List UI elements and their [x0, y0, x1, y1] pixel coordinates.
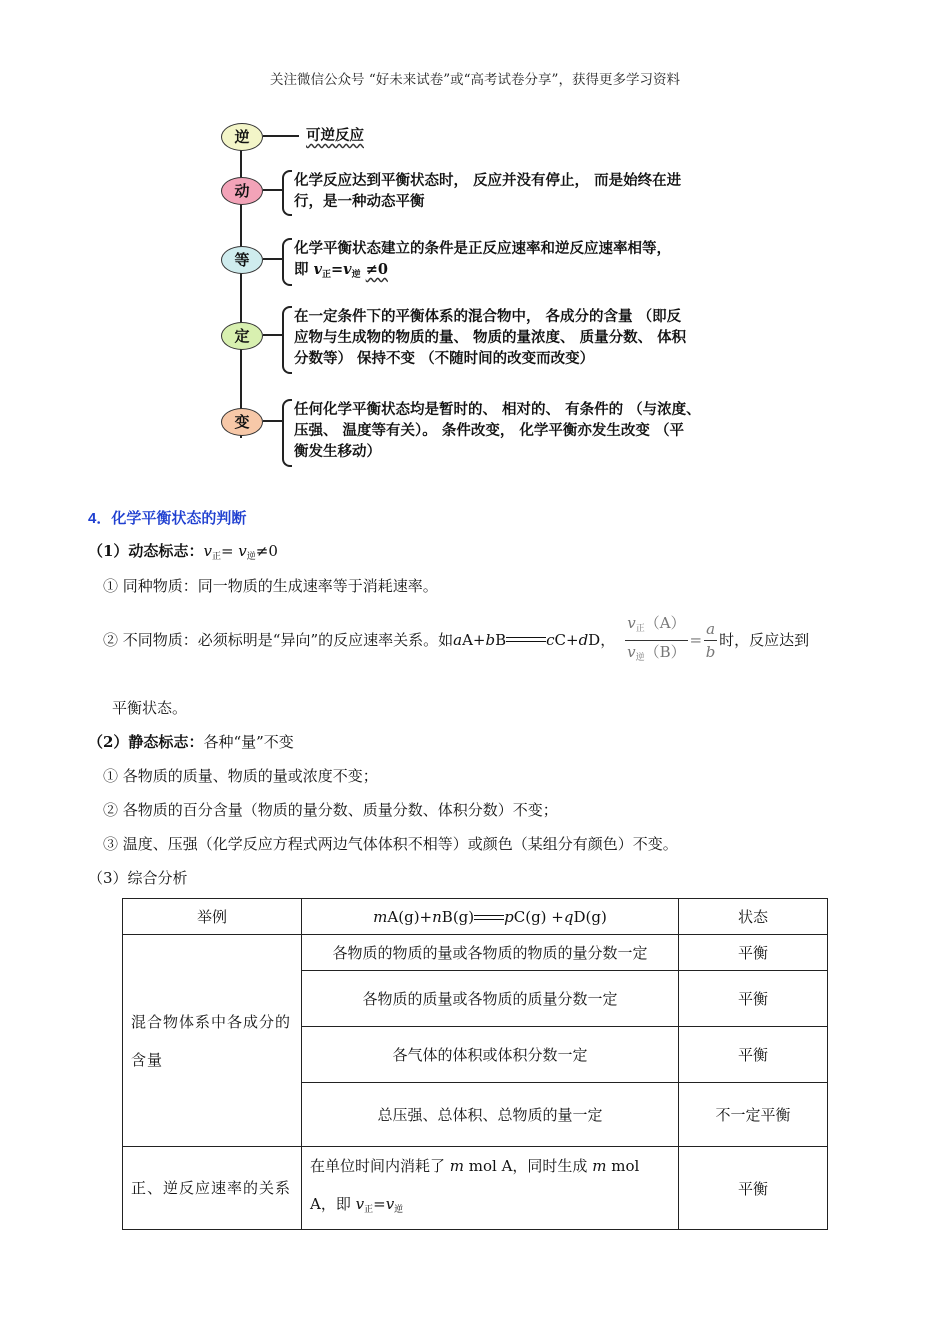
node-dong-line-2: 行，是一种动态平衡	[294, 193, 425, 210]
node-dong-brace	[282, 170, 292, 216]
static-item-3: ③ 温度、压强（化学反应方程式两边气体体积不相等）或颜色（某组分有颜色）不变。	[103, 835, 678, 853]
row5-v1: v	[355, 1195, 365, 1213]
condition-cell: 总压强、总体积、总物质的量一定	[302, 1083, 679, 1147]
species-a: A+	[462, 631, 486, 649]
node-ding-connector	[263, 334, 283, 336]
dynamic-marker: （1）动态标志：$v_正= v_逆\ne 0$	[88, 542, 278, 562]
item2-continuation: 平衡状态。	[112, 699, 188, 717]
eq-neq: ≠0	[365, 261, 388, 278]
condition-cell: 各气体的体积或体积分数一定	[302, 1027, 679, 1083]
coef-ratio-fraction	[704, 618, 717, 663]
species-c: C+	[554, 631, 579, 649]
node-ni-text	[306, 125, 364, 146]
page-header: 关注微信公众号 “好未来试卷”或“高考试卷分享”，获得更多学习资料	[270, 72, 680, 88]
sub-zheng-1: 正	[211, 552, 221, 562]
row5-sub2: 逆	[394, 1205, 404, 1215]
condition-cell: 各物质的质量或各物质的质量分数一定	[302, 971, 679, 1027]
node-ding-line-3: 分数等） 保持不变 （不随时间的改变而改变）	[294, 350, 595, 367]
table-header-row	[123, 899, 828, 935]
static-item-1: ① 各物质的质量、物质的量或浓度不变；	[103, 767, 378, 785]
neq-zero-1: ≠0	[255, 542, 278, 560]
item2-end: 时，反应达到	[719, 631, 810, 649]
row5-m2: m	[592, 1157, 607, 1175]
node-bian-connector	[263, 420, 283, 422]
eq-p: p	[504, 907, 514, 926]
row5-m1: m	[449, 1157, 465, 1175]
eq-c: C(g) +	[513, 907, 564, 926]
node-ni-line-1: 可逆反应	[306, 127, 364, 144]
group-rate-relation: 正、逆反应速率的关系	[123, 1147, 302, 1230]
node-dong: 动	[221, 177, 263, 205]
state-cell: 平衡	[679, 1147, 828, 1230]
table-row	[123, 935, 828, 971]
row5-c: mol	[606, 1157, 640, 1175]
condition-cell: 各物质的物质的量或各物质的物质的量分数一定	[302, 935, 679, 971]
node-deng-equation: 即 $v_正=v_逆 \ne 0$	[294, 261, 388, 280]
eq-q: q	[563, 907, 574, 926]
header-equation	[302, 899, 679, 935]
eq-sub-zheng: 正	[322, 270, 332, 280]
species-d: D，	[588, 631, 616, 649]
state-cell: 不一定平衡	[679, 1083, 828, 1147]
node-ni: 逆	[221, 123, 263, 151]
row5-b: mol A，同时生成	[464, 1157, 593, 1175]
equilibrium-arrow	[506, 636, 546, 644]
rate-ratio-numerator: $v_正(A)$	[625, 612, 687, 641]
frac-num-sub: 正	[635, 623, 645, 634]
header-example: 举例	[123, 899, 302, 935]
static-item-2: ② 各物质的百分含量（物质的量分数、质量分数、体积分数）不变；	[103, 801, 558, 819]
coef-ratio-numerator: a	[704, 618, 717, 641]
eq-d: D(g)	[573, 907, 607, 926]
node-deng-line-1: 化学平衡状态建立的条件是正反应速率和逆反应速率相等，	[294, 240, 671, 257]
row5-d: A，即	[310, 1195, 356, 1213]
frac-den-paren: （B）	[644, 642, 686, 661]
eq-prefix: 即	[294, 261, 309, 278]
node-bian: 变	[221, 408, 263, 436]
node-deng: 等	[221, 246, 263, 274]
eq-sub-ni: 逆	[351, 270, 361, 280]
node-ni-connector	[263, 135, 299, 137]
static-marker-label: （2）静态标志：	[88, 733, 204, 751]
sub-ni-1: 逆	[246, 552, 256, 562]
eq-m: m	[373, 907, 388, 926]
node-bian-line-1: 任何化学平衡状态均是暂时的、 相对的、 有条件的 （与浓度、	[294, 401, 701, 418]
table-row	[123, 1147, 828, 1230]
comprehensive-analysis-label: （3）综合分析	[88, 869, 188, 887]
frac-num-paren: （A）	[644, 613, 686, 632]
coef-b: b	[485, 631, 496, 649]
node-bian-line-3: 衡发生移动）	[294, 443, 381, 460]
coef-ratio-denominator: b	[705, 642, 716, 661]
v-symbol-1: v	[203, 542, 212, 560]
node-bian-line-2: 压强、 温度等有关）。 条件改变， 化学平衡亦发生改变 （平	[294, 422, 684, 439]
section-4-title: 4．化学平衡状态的判断	[88, 510, 247, 527]
coef-c: c	[546, 631, 555, 649]
coef-d: d	[578, 631, 589, 649]
eq-b: B(g)	[441, 907, 475, 926]
rate-ratio-denominator: $v_逆(B)$	[627, 642, 686, 663]
eq-mid-1: =	[220, 542, 239, 560]
node-deng-connector	[263, 258, 283, 260]
node-dong-connector	[263, 189, 283, 191]
coef-a: a	[453, 631, 463, 649]
node-ding-line-2: 应物与生成物的物质的量、 物质的量浓度、 质量分数、 体积	[294, 329, 687, 346]
node-bian-text	[294, 399, 701, 462]
dynamic-marker-label: （1）动态标志：	[88, 542, 204, 560]
node-ding-text	[294, 306, 686, 369]
static-marker	[88, 731, 294, 753]
static-marker-text: 各种“量”不变	[203, 733, 294, 751]
frac-den-sub: 逆	[635, 652, 645, 663]
state-cell: 平衡	[679, 971, 828, 1027]
node-dong-text	[294, 170, 681, 212]
item-same-substance: ① 同种物质：同一物质的生成速率等于消耗速率。	[103, 577, 438, 595]
eq-a: A(g)+	[387, 907, 433, 926]
rate-ratio-fraction	[625, 612, 687, 669]
item-different-substance	[103, 612, 809, 668]
group-mixture-content: 混合物体系中各成分的含量	[123, 935, 302, 1147]
item2-text: ② 不同物质：必须标明是“异向”的反应速率关系。如	[103, 631, 454, 649]
node-dong-line-1: 化学反应达到平衡状态时， 反应并没有停止， 而是始终在进	[294, 172, 682, 189]
node-bian-brace	[282, 399, 292, 467]
node-ding-brace	[282, 306, 292, 374]
equilibrium-features-diagram	[218, 118, 738, 468]
row5-a: 在单位时间内消耗了	[310, 1157, 450, 1175]
species-b: B	[495, 631, 507, 649]
header-equilibrium-arrow	[474, 914, 504, 922]
ratio-equals: =	[689, 631, 703, 649]
node-deng-text	[294, 238, 671, 286]
analysis-table	[122, 898, 828, 1230]
row5-sub1: 正	[364, 1205, 374, 1215]
node-ding: 定	[221, 322, 263, 350]
node-deng-brace	[282, 238, 292, 286]
header-state: 状态	[679, 899, 828, 935]
condition-cell-rate: 在单位时间内消耗了 m mol A，同时生成 m mol A，即 $v_正=v_逆$	[302, 1147, 679, 1230]
node-ding-line-1: 在一定条件下的平衡体系的混合物中， 各成分的含量 （即反	[294, 308, 682, 325]
eq-n: n	[432, 907, 442, 926]
row5-eq: =	[373, 1195, 386, 1213]
state-cell: 平衡	[679, 1027, 828, 1083]
state-cell: 平衡	[679, 935, 828, 971]
